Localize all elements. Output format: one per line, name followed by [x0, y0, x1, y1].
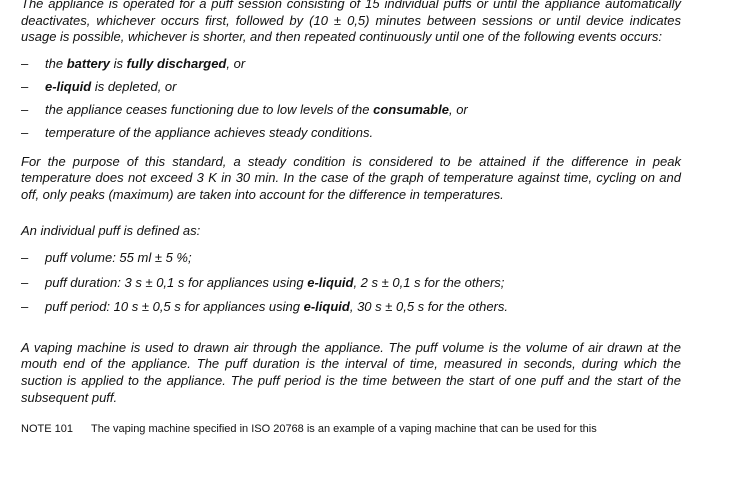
note-label: NOTE 101	[21, 423, 73, 436]
dash-bullet: –	[21, 101, 29, 117]
list-item: – the appliance ceases functioning due to low levels of the consumable, or	[21, 101, 468, 117]
list-item: – temperature of the appliance achieves steady conditions.	[21, 125, 374, 141]
document-body	[21, 0, 681, 436]
paragraph-vaping-machine: A vaping machine is used to drawn air through the appliance. The puff volume is the volume of air drawn at the mouth end of the appliance. The puff duration is the interval of time, measured in seconds, during which the suction is applied to the appliance. The puff period is the time between the start of one puff and the start of the subsequent puff.	[21, 339, 681, 405]
list-item: – puff period: 10 s ± 0,5 s for appliances using e-liquid, 30 s ± 0,5 s for the others.	[21, 299, 509, 315]
list-item: – puff duration: 3 s ± 0,1 s for appliances using e-liquid, 2 s ± 0,1 s for the others;	[21, 274, 505, 290]
list-item: – puff volume: 55 ml ± 5 %;	[21, 250, 192, 266]
note-101	[21, 422, 681, 436]
dash-bullet: –	[21, 299, 29, 315]
note-text: The vaping machine specified in ISO 20768 is an example of a vaping machine that can be used for this	[91, 423, 597, 436]
list-end-events	[21, 56, 681, 142]
dash-bullet: –	[21, 78, 29, 94]
paragraph-puff-definition: An individual puff is defined as:	[21, 223, 201, 239]
list-item: – e-liquid is depleted, or	[21, 78, 177, 94]
list-item: – the battery is fully discharged, or	[21, 55, 246, 71]
dash-bullet: –	[21, 274, 29, 290]
dash-bullet: –	[21, 55, 29, 71]
paragraph-puff-session: The appliance is operated for a puff session consisting of 15 individual puffs or until the appliance automatically deactivates, whichever occurs first, followed by (10 ± 0,5) minutes between sessions or until device indicates usage is possible, whichever is shorter, and then repeated continuously until one of the following events occurs:	[21, 0, 681, 45]
dash-bullet: –	[21, 250, 29, 266]
dash-bullet: –	[21, 125, 29, 141]
list-puff-parameters	[21, 250, 681, 316]
paragraph-steady-condition: For the purpose of this standard, a steady condition is considered to be attained if the difference in peak temperature does not exceed 3 K in 30 min. In the case of the graph of temperature against time, cycling on and off, only peaks (maximum) are taken into account for the difference in temperatures.	[21, 153, 681, 202]
